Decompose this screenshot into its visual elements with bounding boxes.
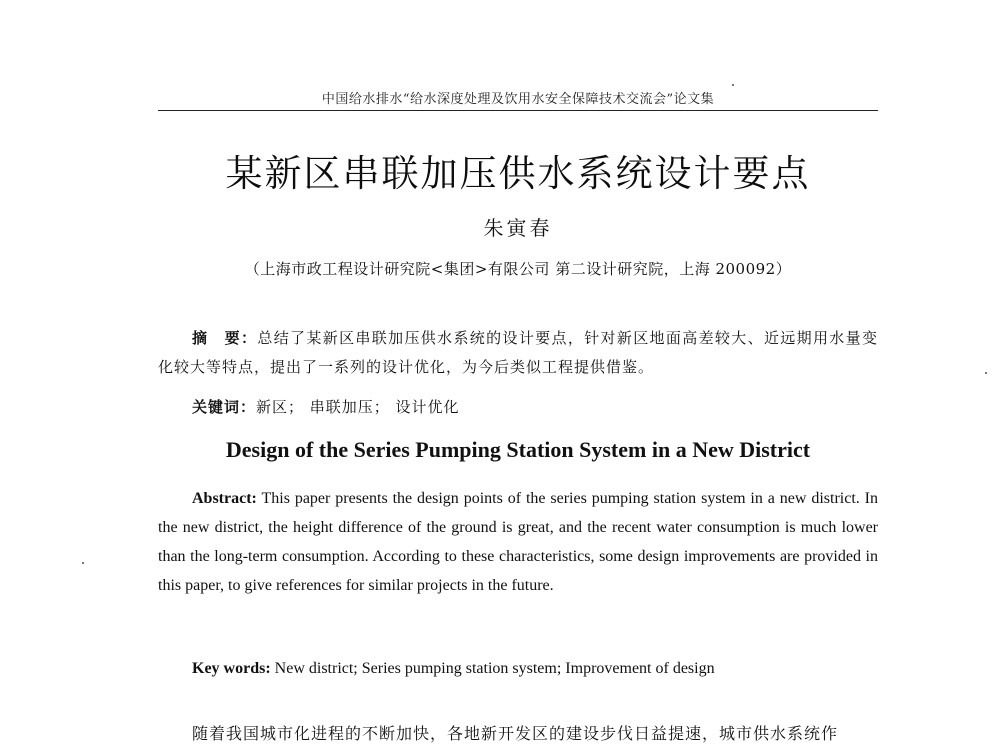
english-abstract [158, 484, 878, 600]
chinese-abstract [158, 324, 878, 382]
chinese-abstract-label: 摘 要： [192, 329, 258, 347]
english-keywords-label: Key words: [192, 660, 271, 677]
chinese-abstract-text: 总结了某新区串联加压供水系统的设计要点，针对新区地面高差较大、近远期用水量变化较大等特点，提出了一系列的设计优化，为今后类似工程提供借鉴。 [158, 329, 878, 376]
chinese-title: 某新区串联加压供水系统设计要点 [225, 152, 811, 195]
chinese-affiliation: （上海市政工程设计研究院<集团>有限公司 第二设计研究院，上海 200092） [244, 260, 792, 278]
chinese-keywords-label: 关键词： [192, 398, 257, 416]
chinese-keywords [192, 396, 460, 417]
english-keywords-text: New district; Series pumping station system; Improvement of design [270, 660, 715, 677]
scan-speck [985, 372, 987, 374]
header-rule [158, 110, 878, 111]
english-abstract-text: This paper presents the design points of the series pumping station system in a new district. In the new district, the height difference of the ground is great, and the recent water consumption is much lower than the long-term consumption. According to these characteristics, some design improvements are provided in this paper, to give references for similar projects in the future. [158, 490, 878, 594]
scan-speck [732, 84, 734, 86]
english-abstract-label: Abstract: [192, 490, 257, 507]
chinese-author: 朱寅春 [483, 216, 553, 240]
chinese-keywords-text: 新区； 串联加压； 设计优化 [256, 398, 460, 416]
english-title: Design of the Series Pumping Station System in a New District [225, 437, 811, 462]
running-header: 中国给水排水“给水深度处理及饮用水安全保障技术交流会”论文集 [321, 92, 715, 107]
scan-speck [82, 562, 84, 564]
english-keywords [192, 660, 715, 678]
body-first-line: 随着我国城市化进程的不断加快，各地新开发区的建设步伐日益提速，城市供水系统作 [192, 724, 839, 743]
